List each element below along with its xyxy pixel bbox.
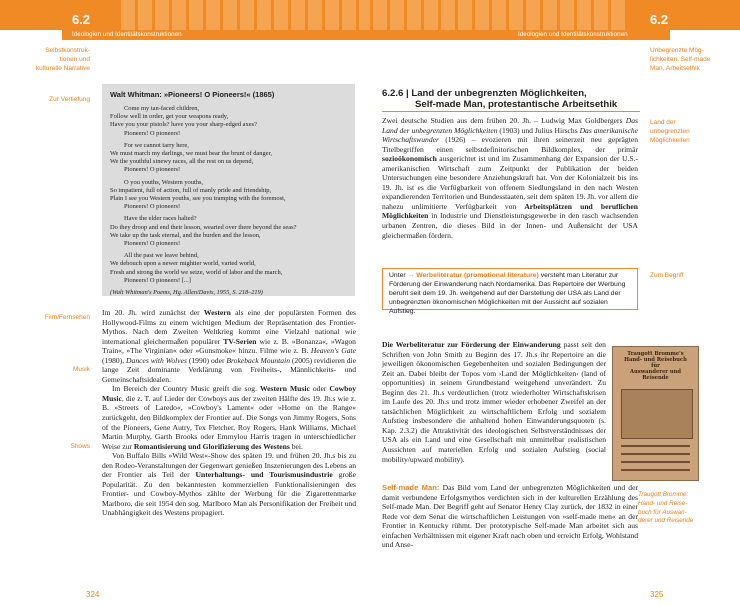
chapter-number: 6.2 <box>72 12 91 27</box>
header-stripes <box>118 0 370 30</box>
margin-film: Film/Fernsehen <box>44 314 90 321</box>
margin-topic: Unbegrenzte Mög- lichkeiten, Self-made Man, Arbeitsethik <box>650 47 711 72</box>
heading-rule <box>382 111 640 112</box>
section-bar <box>62 30 370 40</box>
margin-music: Musik <box>73 366 90 373</box>
image-caption: Traugott Bromme: Hand- und Reise- buch für Auswan- derer und Reisende <box>638 491 694 525</box>
poem-box <box>102 84 355 296</box>
margin-land: Land der unbegrenzten Möglichkeiten <box>650 119 690 144</box>
header-band <box>370 0 740 30</box>
definition-box: Unter → Werbeliteratur (promotional literature) versteht man Literatur zur Förderung der Einwanderung nach Nordamerika. Das Repertoire der Werbung beruht seit dem 19. Jh. weitgehend auf der Darstellung der USA als Land der unbegrenzten ökonomischen Möglichkeiten mit der Aussicht auf sozialen Aufstieg. <box>382 268 638 310</box>
poem-title: Walt Whitman: »Pioneers! O Pioneers!« (1865) <box>110 90 275 99</box>
poem-stanza: O you youths, Western youths, So impatient, full of action, full of manly pride and friendship, Plain I see you Western youths, see you tramping with the foremost, Pioneers! O pioneers! <box>110 178 286 211</box>
book-cover-image <box>612 346 699 481</box>
margin-topic: Selbstkonstruk- tionen und kulturelle Narrative <box>35 47 90 72</box>
margin-shows: Shows <box>70 443 90 450</box>
chapter-number: 6.2 <box>650 12 669 27</box>
book-cover-title: Traugott Bromme's Hand- und Reisebuch für Auswanderer und Reisende <box>624 351 687 381</box>
right-body-text-top: Zwei deutsche Studien aus dem frühen 20. Jh. – Ludwig Max Goldbergers Das Land der unbegrenzten Möglichkeiten (1903) und Julius Hirschs Das amerikanische Wirtschaftswunder (1926) – evozieren mit ihren seinerzeit neu geprägten Titelbegriffen einen selbstdefinitorischen Bildkomplex, der primär sozioökonomisch ausgerichtet ist und im Zusammenhang der Expansion der U.S.-amerikanischen Wirtschaft zum Zeitpunkt der Publikation der beiden Untersuchungen eine besondere Anziehungskraft hat. Von der Kolonialzeit bis ins 19. Jh. ist es die Verfügbarkeit von offenem Siedlungsland in den nach Westen expandierenden Territorien und Bundesstaaten, seit dem späten 19. Jh. vor allem die nahezu unlimitierte Verfügbarkeit von Arbeitsplätzen und beruflichen Möglichkeiten in Industrie und Dienstleistungsgewerbe in den rasch wachsenden urbanen Zentren, die dieses Bild in der Innen- und Außensicht der USA gleichermaßen fördern. <box>382 116 638 240</box>
poem-stanza: Have the elder races halted? Do they droop and end their lesson, wearied over there beyond the seas? We take up the task eternal, and the burden and the lesson, Pioneers! O pioneers! <box>110 215 297 248</box>
page-number: 324 <box>86 590 100 599</box>
left-body-text: Im 20. Jh. wird zunächst der Western als eine der populärsten Formen des Hollywood-Films zu einem wichtigen Medium der Repräsentation des Frontier-Mythos. Nach dem Zweiten Weltkrieg kommt eine Vielzahl national wie international gleichermaßen populärer TV-Serien wie z. B. »Bonanza«, »Wagon Train«, »The Virginian« oder »Gunsmoke« hinzu. Filme wie z. B. Heaven's Gate (1980), Dances with Wolves (1990) oder Brokeback Mountain (2005) revidieren die lange Zeit dominante Verklärung von Freiheits-, Männlichkeits- und Gemeinschaftsidealen. Im Bereich der Country Music greift die sog. Western Music oder Cowboy Music, die z. T. auf Lieder der Cowboys aus der zweiten Hälfte des 19. Jh.s wie z. B. »Streets of Laredo«, »Cowboy's Lament« oder »Home on the Range« zurückgeht, den Bildkomplex der Frontier auf. Die Songs von Jimmy Rogers, Sons of the Pioneers, Gene Autry, Tex Fletcher, Roy Rogers, Hank Williams, Michael Martin Murphy, Garth Brooks oder Emmylou Harris tragen in unterschiedlicher Weise zur Romantisierung und Glorifizierung des Westens bei. Von Buffalo Bills »Wild West«-Show des späten 19. und frühen 20. Jh.s bis zu den Rodeo-Veranstaltungen der Gegenwart genießen Inszenierungen des Lebens an der Frontier als Teil der Unterhaltungs- und Tourismusindustrie große Popularität. Zu den bekanntesten kommerziellen Funktionalisierungen des Frontier- und Cowboy-Mythos zählte der Werbung für die Zigarettenmarke Marlboro, die seit 1954 den sog. Marlboro Man als Personifikation der Freiheit und Unabhängigkeit des Westens propagiert. <box>102 308 356 518</box>
section-bar <box>370 30 670 40</box>
arrow-right-icon: → <box>407 272 415 279</box>
poem-stanza: For we cannot tarry here, We must march my darlings, we must bear the brunt of danger, We the youthful sinewy races, all the rest on us depend, Pioneers! O pioneers! <box>110 141 273 174</box>
right-page <box>370 0 740 605</box>
header-stripes <box>370 0 625 30</box>
poem-stanza: All the past we leave behind, We debouch upon a newer mightier world, varied world, Fresh and strong the world we seize, world of labor and the march, Pioneers! O pioneers! [...] <box>110 252 283 284</box>
margin-deepening: Zur Vertiefung <box>49 96 90 103</box>
running-head: Ideologien und Identitätskonstruktionen <box>518 31 628 38</box>
margin-term: Zum Begriff <box>650 272 684 279</box>
poem-source: (Walt Whitman's Poems, Hg. Allen/Davis, 1955, S. 218–219) <box>110 289 263 297</box>
poem-stanza: Come my tan-faced children, Follow well in order, get your weapons ready, Have you your pistols? have you your sharp-edged axes? Pioneers! O pioneers! <box>110 105 257 137</box>
right-body-text-middle: Die Werbeliteratur zur Förderung der Einwanderung passt seit den Schriften von John Smith zu Beginn des 17. Jh.s ihr Repertoire an die jeweiligen ökonomischen Gegebenheiten und sozialen Bedingungen der Zeit an. Dabei bleibt der Topos vom ›Land der Möglichkeiten‹ (land of opportunities) in seinem Grundbestand weitgehend unverändert. Zu Beginn des 21. Jh.s verdeutlichen (trotz wiederholter Wirtschaftskrisen im Laufe des 20. Jh.s und trotz immer wieder erhobener Zweifel an der tatsächlichen Möglichkeit zu wirtschaftlichem Erfolg und sozialem Aufstieg insbesondere die anhaltend hohen Einwanderungsquoten (s. Kap. 2.3.2) die Attraktivität des ideologischen Selbstverständnisses der USA als ein Land und eine Gesellschaft mit unmittelbar realistischen Aussichten auf materiellen Erfolg und sozialen Aufstieg (social mobility/upward mobility). <box>382 340 606 464</box>
running-head: Ideologien und Identitätskonstruktionen <box>72 31 182 38</box>
header-band <box>0 0 370 30</box>
engraving-scene <box>621 389 693 439</box>
page-number: 325 <box>650 590 664 599</box>
section-heading: 6.2.6 | Land der unbegrenzten Möglichkeiten, Self-made Man, protestantische Arbeitsethik <box>382 88 618 110</box>
right-body-text-bottom: Self-made Man: Das Bild vom Land der unbegrenzten Möglichkeiten und der damit verbundene Erfolgsmythos verdichten sich in der kulturellen Erzählung des Self-made Man. Der Begriff geht auf Senator Henry Clay zurück, der 1832 in einer Rede vor dem Senat die wirtschaftlichen Leistungen von »self-made men« an der Frontier in Kentucky rühmt. Der prototypische Self-made Man arbeitet sich aus einfachen Verhältnissen mit eigener Kraft nach oben und erreicht Erfolg, Wohlstand und Anse- <box>382 483 638 550</box>
